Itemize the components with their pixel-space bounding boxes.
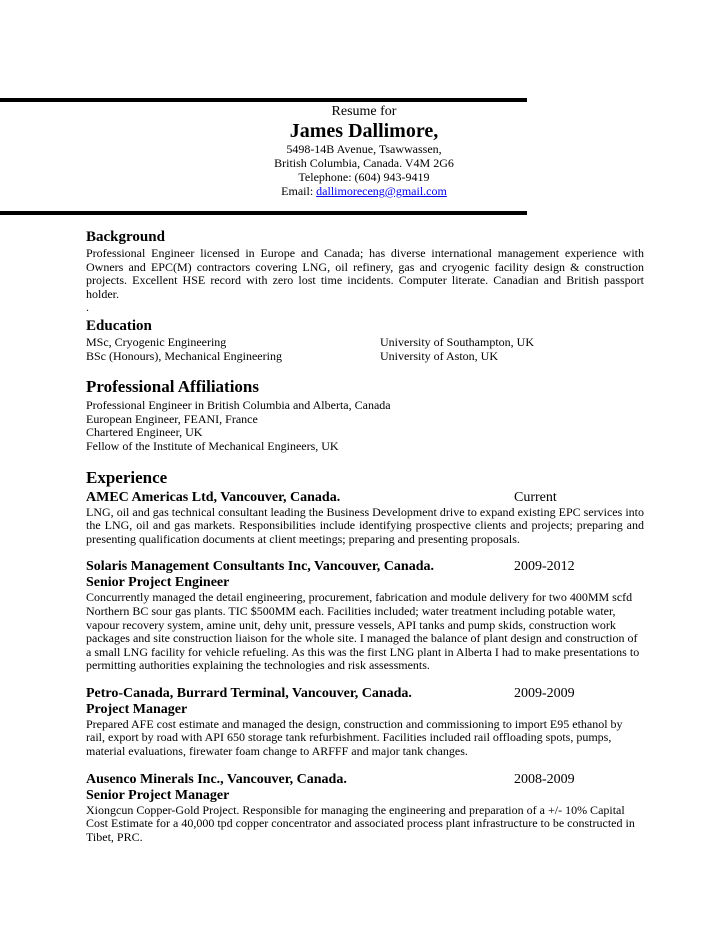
job-period: 2009-2009 [514,685,575,701]
job-company: Ausenco Minerals Inc., Vancouver, Canada. [86,771,347,787]
job-role: Senior Project Manager [86,787,230,803]
education-row [86,336,644,350]
candidate-name: James Dallimore, [289,120,439,142]
job-entry-solaris [86,559,644,673]
job-description: LNG, oil and gas technical consultant leading the Business Development drive to expand existing EPC services into the LNG, oil and gas markets. Responsibilities include identifying prospective clients and projects; preparing and presenting qualification documents at client meetings; preparing and presenting proposals. [86,504,644,546]
job-entry-petro-canada [86,686,644,759]
affiliation-item: Fellow of the Institute of Mechanical Engineers, UK [86,438,339,453]
resume-header [0,104,728,198]
email-link[interactable]: dallimoreceng@gmail.com [316,184,447,198]
education-degree: BSc (Honours), Mechanical Engineering [86,348,282,363]
address-line-2: British Columbia, Canada. V4M 2G6 [274,156,454,170]
job-period: 2009-2012 [514,559,575,575]
header-rule-top [0,98,527,102]
address-line-1: 5498-14B Avenue, Tsawwassen, [286,142,442,156]
education-school: University of Aston, UK [380,348,498,363]
job-company-row [86,772,644,788]
education-heading: Education [86,317,152,334]
job-company-row [86,686,644,702]
affiliations-heading: Professional Affiliations [86,377,259,397]
job-entry-amec [86,490,644,547]
stray-period: . [86,300,89,315]
affiliation-item: Chartered Engineer, UK [86,425,203,440]
job-period: 2008-2009 [514,771,575,787]
email-label: Email: [281,184,317,198]
email-line [0,184,728,198]
job-company: AMEC Americas Ltd, Vancouver, Canada. [86,489,341,505]
job-company: Petro-Canada, Burrard Terminal, Vancouver, Canada. [86,685,412,701]
resume-body [86,229,644,844]
job-description: Prepared AFE cost estimate and managed the design, construction and commissioning to import E95 ethanol by rail, export by road with API 650 storage tank refurbishment. Facilities included rail offloading spots, pumps, material evaluations, firewater foam change to ARFFF and major tank changes. [86,716,623,759]
affiliation-item: European Engineer, FEANI, France [86,411,258,426]
background-paragraph: Professional Engineer licensed in Europe and Canada; has diverse international management experience with Owners and EPC(M) contractors covering LNG, oil refinery, gas and cryogenic facility design & construction projects. Excellent HSE record with zero lost time incidents. Computer literate. Canadian and British passport holder. [86,246,644,301]
job-description: Concurrently managed the detail engineering, procurement, fabrication and module delivery for two 400MM scfd Northern BC sour gas plants. TIC $500MM each. Facilities included; water treatment including potable water, vapour recovery system, amine unit, dehy unit, pressure vessels, API tanks and pump skids, construction work packages and site construction liaison for the whole site. I managed the balance of plant design and construction of a small LNG facility for vehicle refueling. As this was the first LNG plant in Alberta I had to make presentations to permitting authorities explaining the technologies and risk assessments. [86,590,640,673]
job-entry-ausenco [86,772,644,845]
job-role: Project Manager [86,701,188,717]
affiliation-item: Professional Engineer in British Columbia and Alberta, Canada [86,398,391,413]
job-company-row [86,559,644,575]
education-row [86,350,644,364]
education-degree: MSc, Cryogenic Engineering [86,334,227,349]
job-role: Senior Project Engineer [86,575,230,591]
job-description: Xiongcun Copper-Gold Project. Responsible for managing the engineering and preparation of a +/- 10% Capital Cost Estimate for a 40,000 tpd copper concentrator and associated process plant infrastructure to be constructed in Tibet, PRC. [86,802,635,844]
resume-pretitle: Resume for [331,104,397,119]
job-company-row [86,490,644,506]
job-period: Current [514,489,557,505]
background-heading: Background [86,229,165,245]
job-company: Solaris Management Consultants Inc, Vancouver, Canada. [86,559,434,575]
education-school: University of Southampton, UK [380,334,534,349]
header-rule-bottom [0,211,527,215]
telephone-line: Telephone: (604) 943-9419 [298,170,430,184]
experience-heading: Experience [86,467,168,487]
